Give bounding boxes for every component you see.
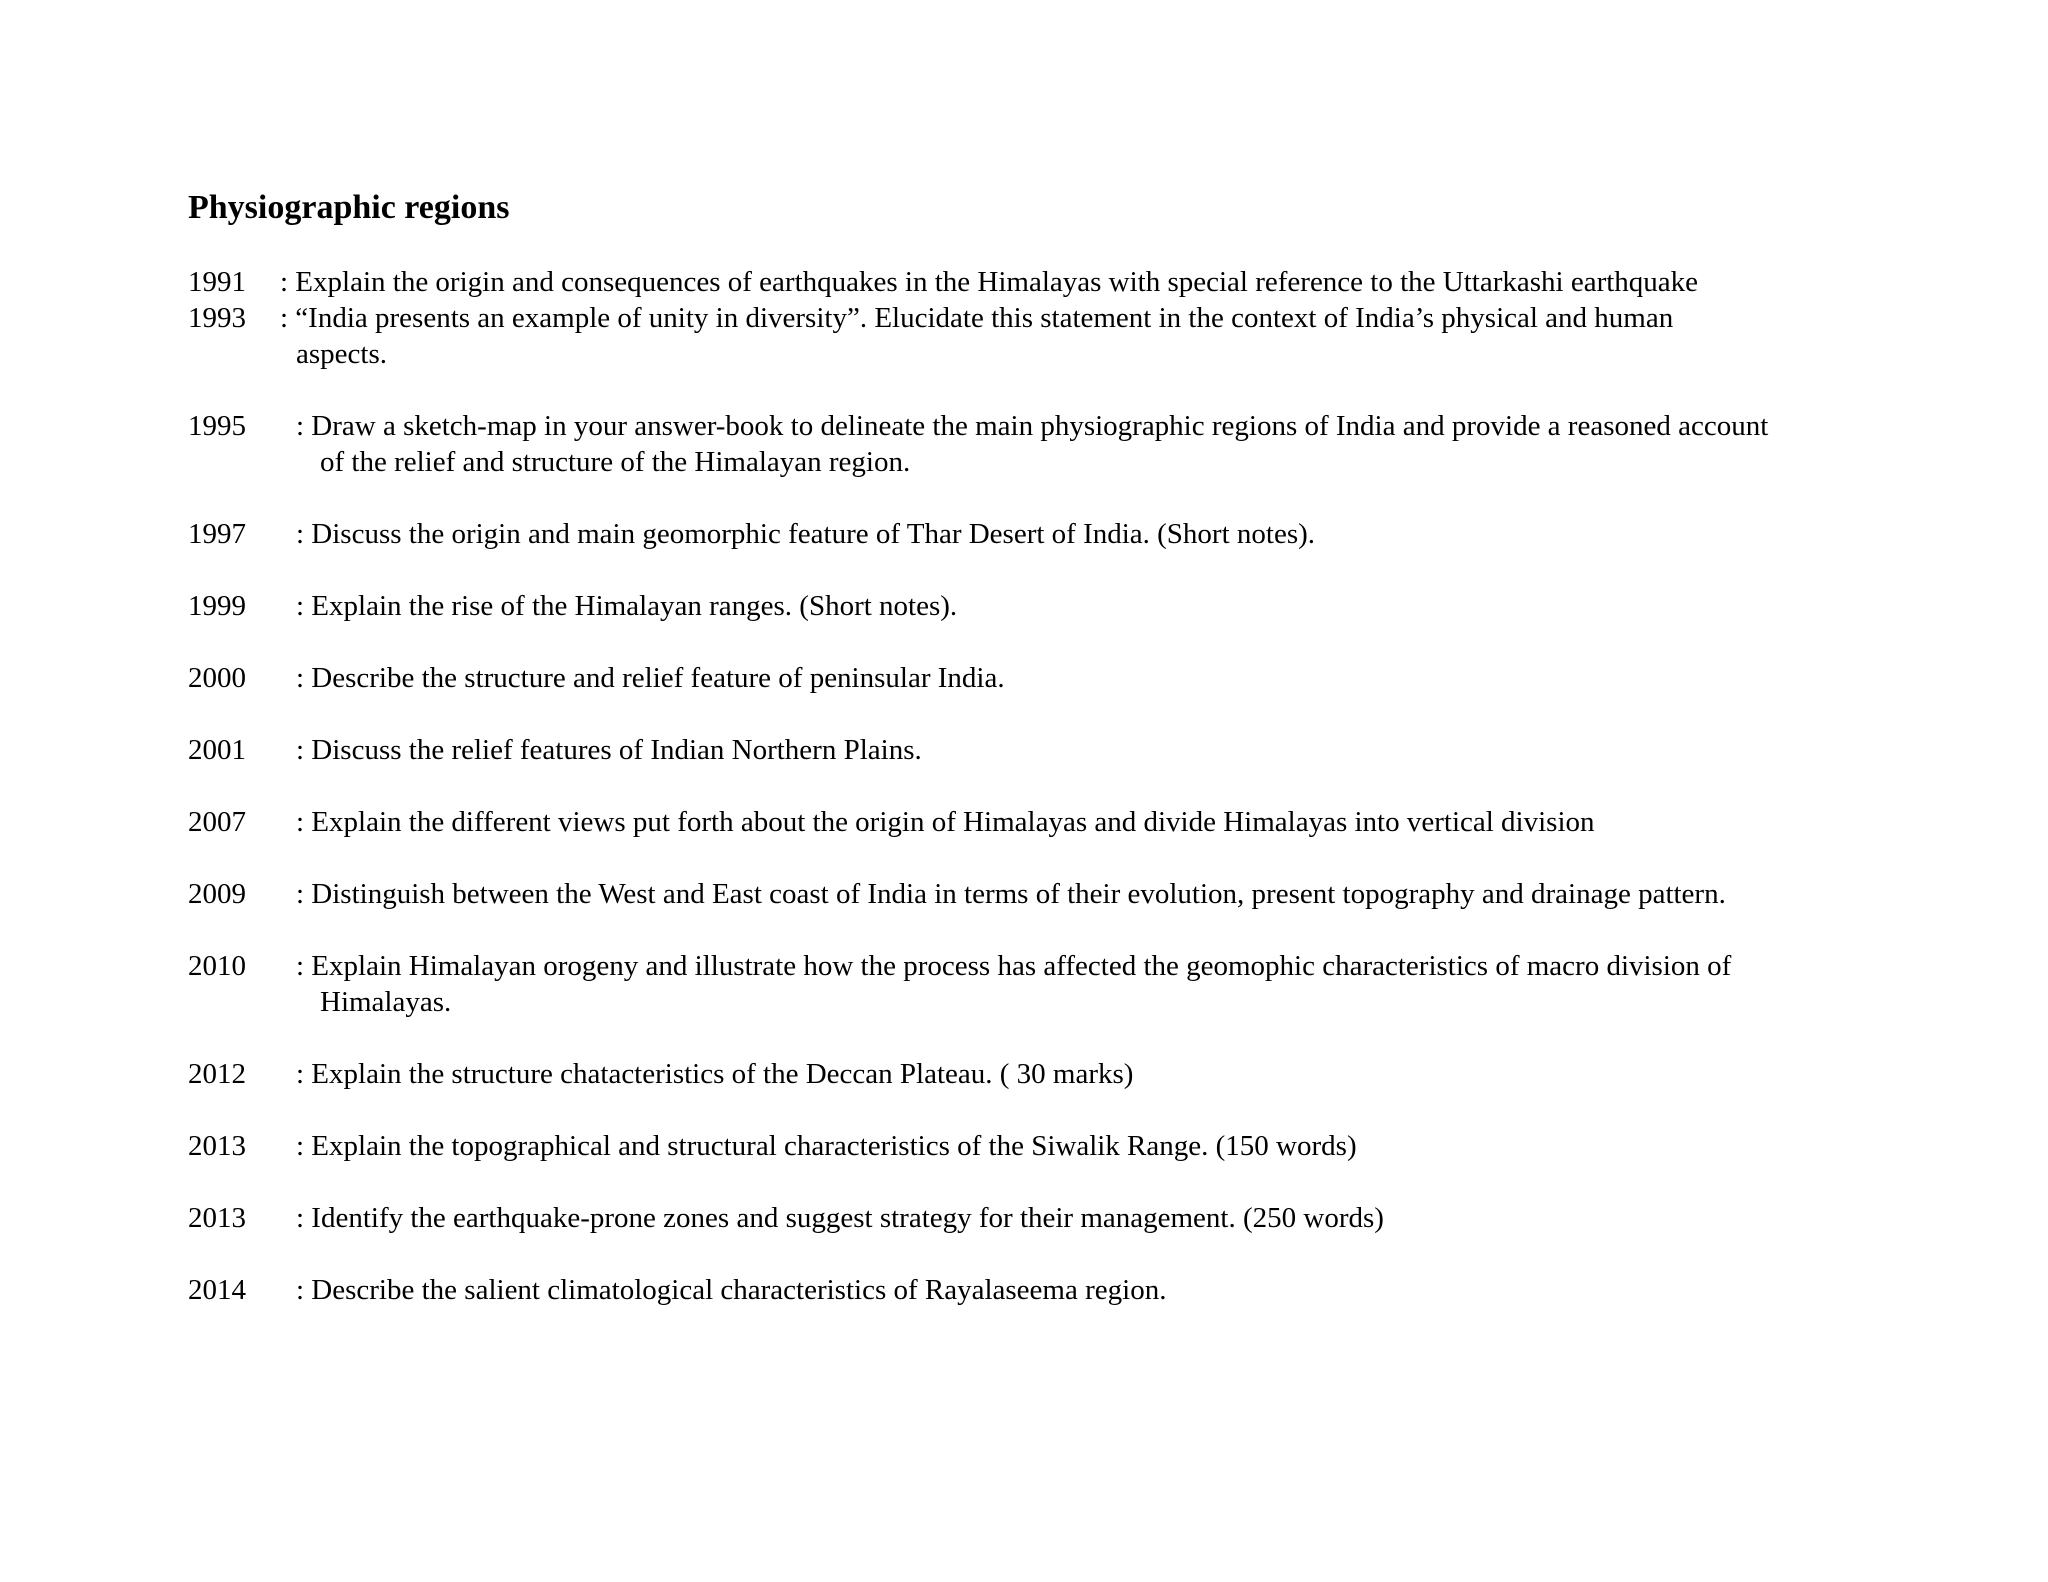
- entry-year: 2001: [188, 734, 246, 766]
- entry-year: 1999: [188, 590, 246, 622]
- entry-line: : Distinguish between the West and East coast of India in terms of their evolution, present topography and drainage pattern.: [296, 878, 1726, 910]
- entry-year: 1997: [188, 518, 246, 550]
- entry-year: 2013: [188, 1202, 246, 1234]
- entry-line: : Describe the salient climatological characteristics of Rayalaseema region.: [296, 1274, 1167, 1306]
- entry-text: [296, 588, 1976, 624]
- entry-text: [296, 1200, 1976, 1236]
- entry-text: [296, 804, 1976, 840]
- entry-line: : Describe the structure and relief feature of peninsular India.: [296, 662, 1005, 694]
- entry-line: : Explain Himalayan orogeny and illustrate how the process has affected the geomophic characteristics of macro division of: [296, 950, 1732, 982]
- entry-text: [280, 300, 1960, 372]
- entry-line: : Explain the different views put forth about the origin of Himalayas and divide Himalayas into vertical division: [296, 806, 1595, 838]
- entry-line: : Identify the earthquake-prone zones and suggest strategy for their management. (250 words): [296, 1202, 1384, 1234]
- entry-year: 2013: [188, 1130, 246, 1162]
- entry-text: [296, 1272, 1976, 1308]
- entry-line: : Explain the origin and consequences of earthquakes in the Himalayas with special reference to the Uttarkashi earthquake: [280, 266, 1699, 298]
- entry-line: aspects.: [296, 338, 387, 370]
- entry-text: [296, 1128, 1976, 1164]
- entry-line: : “India presents an example of unity in diversity”. Elucidate this statement in the context of India’s physical and human: [280, 302, 1674, 334]
- entry-line: : Explain the topographical and structural characteristics of the Siwalik Range. (150 words): [296, 1130, 1357, 1162]
- entry-line: : Explain the structure chatacteristics of the Deccan Plateau. ( 30 marks): [296, 1058, 1134, 1090]
- entry-line: : Draw a sketch-map in your answer-book to delineate the main physiographic regions of India and provide a reasoned account: [296, 410, 1769, 442]
- entry-year: 2014: [188, 1274, 246, 1306]
- entry-text: [296, 516, 1976, 552]
- entry-line: Himalayas.: [320, 986, 452, 1018]
- entry-text: [280, 264, 1960, 300]
- entry-text: [296, 948, 1976, 1020]
- entry-year: 1993: [188, 302, 246, 334]
- entry-year: 2009: [188, 878, 246, 910]
- entry-year: 2012: [188, 1058, 246, 1090]
- entry-text: [296, 408, 1976, 480]
- entry-year: 1991: [188, 266, 246, 298]
- entry-year: 2000: [188, 662, 246, 694]
- entry-line: of the relief and structure of the Himalayan region.: [320, 446, 911, 478]
- entry-line: : Discuss the relief features of Indian Northern Plains.: [296, 734, 922, 766]
- entry-text: [296, 876, 1976, 912]
- entry-year: 2007: [188, 806, 246, 838]
- entry-text: [296, 1056, 1976, 1092]
- entry-year: 2010: [188, 950, 246, 982]
- entry-year: 1995: [188, 410, 246, 442]
- page-title: Physiographic regions: [188, 189, 510, 226]
- entry-text: [296, 660, 1976, 696]
- entry-text: [296, 732, 1976, 768]
- entry-line: : Discuss the origin and main geomorphic feature of Thar Desert of India. (Short notes).: [296, 518, 1316, 550]
- entry-line: : Explain the rise of the Himalayan ranges. (Short notes).: [296, 590, 958, 622]
